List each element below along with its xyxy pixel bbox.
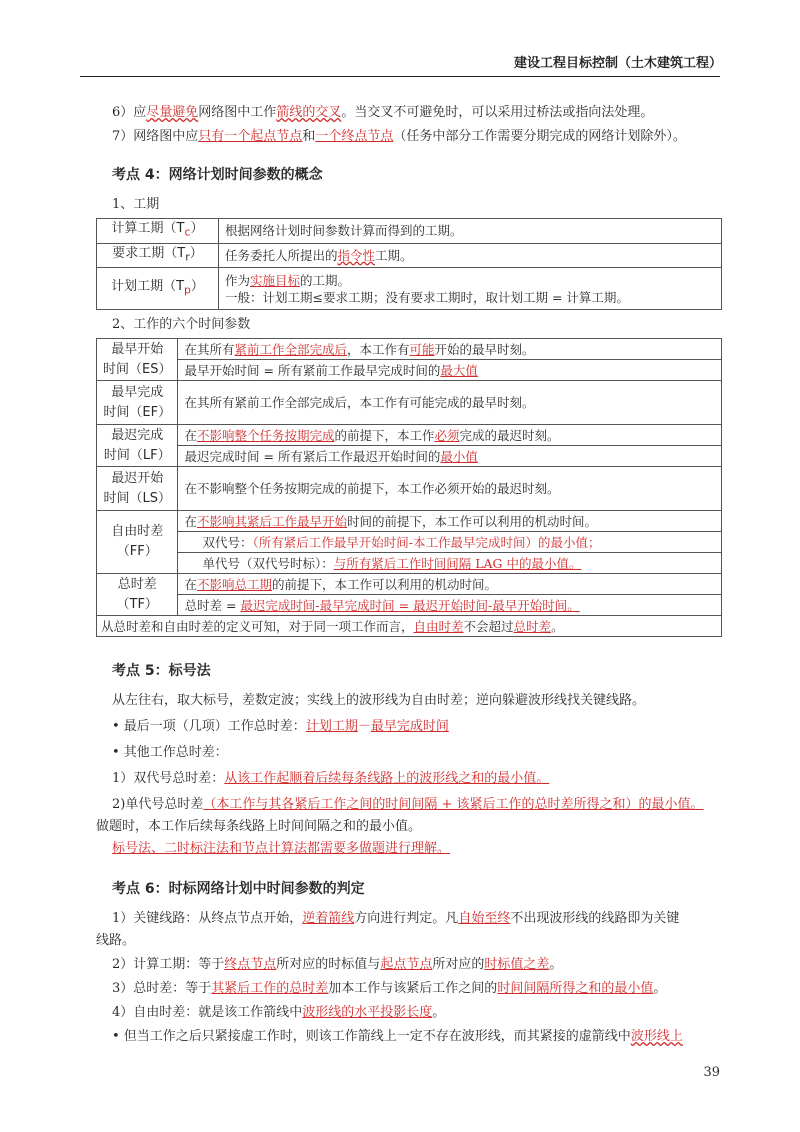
bullet-line: • 最后一项（几项）工作总时差：计划工期－最早完成时间 [112, 719, 449, 734]
paragraph: 2）计算工期：等于终点节点所对应的时标值与起点节点所对应的时标值之差。 [112, 957, 563, 972]
param-key-ls: 最迟开始 时间（LS） [97, 467, 178, 511]
period-desc: 根据网络计划时间参数计算而得到的工期。 [219, 219, 722, 244]
param-key-ff: 自由时差 （FF） [97, 511, 178, 574]
table-row [97, 553, 722, 574]
param-desc: 在其所有紧前工作全部完成后，本工作有可能完成的最早时刻。 [178, 381, 722, 425]
param-desc: 双代号：（所有紧后工作最早开始时间-本工作最早完成时间）的最小值； [178, 532, 722, 553]
section-4-heading: 考点 4：网络计划时间参数的概念 [112, 167, 323, 183]
page-number: 39 [703, 1065, 720, 1080]
table-row [97, 467, 722, 511]
rule-7-line [112, 128, 686, 146]
period-key: 计算工期$(T_c)$ [97, 219, 219, 244]
paragraph: 3）总时差：等于其紧后工作的总时差加本工作与该紧后工作之间的时间间隔所得之和的最小值。 [112, 981, 667, 996]
highlight-run: 箭线的交叉 [276, 105, 342, 120]
param-desc: 单代号（双代号时标）：与所有紧后工作时间间隔 LAG 中的最小值。 [178, 553, 722, 574]
table-row [97, 574, 722, 595]
highlight-run: 尽量避免 [146, 105, 199, 120]
param-key-es: 最早开始 时间（ES） [97, 339, 178, 381]
paragraph: 1）关键线路：从终点节点开始，逆着箭线方向进行判定。凡自始至终不出现波形线的线路即为关键 [112, 911, 680, 926]
paragraph: 做题时，本工作后续每条线路上时间间隔之和的最小值。 [96, 819, 422, 834]
table-row [97, 268, 722, 310]
period-key: 计划工期$(T_p)$ [97, 268, 219, 310]
param-desc: 在不影响整个任务按期完成的前提下，本工作必须完成的最迟时刻。 [178, 425, 722, 446]
paragraph: 2)单代号总时差（本工作与其各紧后工作之间的时间间隔 + 该紧后工作的总时差所得之和）的最小值。 [112, 797, 704, 812]
param-desc: 最早开始时间 = 所有紧前工作最早完成时间的最大值 [178, 360, 722, 381]
time-params-table [96, 338, 722, 637]
text-run: 。当交叉不可避免时，可以采用过桥法或指向法处理。 [341, 105, 654, 120]
period-table [96, 218, 722, 310]
section-5-heading: 考点 5：标号法 [112, 663, 211, 679]
period-desc: 任务委托人所提出的指令性工期。 [219, 243, 722, 268]
period-key: 要求工期$(T_r)$ [97, 243, 219, 268]
running-header: 建设工程目标控制（土木建筑工程） [513, 56, 722, 71]
text-run: 网络图中工作 [198, 105, 277, 120]
sub-heading-params: 2、工作的六个时间参数 [112, 317, 251, 332]
text-run: （任务中部分工作需要分期完成的网络计划除外）。 [393, 129, 686, 144]
highlight-run: 只有一个起点节点 [198, 129, 303, 144]
table-row [97, 381, 722, 425]
period-desc: 作为实施目标的工期。 一般：计划工期≤要求工期；没有要求工期时，取计划工期 = 计算工期。 [219, 268, 722, 310]
table-row [97, 616, 722, 637]
table-note: 从总时差和自由时差的定义可知，对于同一项工作而言，自由时差不会超过总时差。 [97, 616, 722, 637]
table-row [97, 243, 722, 268]
param-desc: 总时差 = 最迟完成时间-最早完成时间 = 最迟开始时间-最早开始时间。 [178, 595, 722, 616]
bullet-line: • 其他工作总时差： [112, 745, 228, 760]
paragraph: 1）双代号总时差：从该工作起顺着后续每条线路上的波形线之和的最小值。 [112, 771, 550, 786]
param-key-tf: 总时差 （TF） [97, 574, 178, 616]
paragraph: 4）自由时差：就是该工作箭线中波形线的水平投影长度。 [112, 1005, 446, 1020]
handwritten-note: 标号法、二时标注法和节点计算法都需要多做题进行理解。 [112, 841, 451, 856]
param-key-lf: 最迟完成 时间（LF） [97, 425, 178, 467]
table-row [97, 339, 722, 360]
section-6-heading: 考点 6：时标网络计划中时间参数的判定 [112, 881, 365, 897]
text-run: 6）应 [112, 105, 147, 120]
param-desc: 在不影响其紧后工作最早开始时间的前提下，本工作可以利用的机动时间。 [178, 511, 722, 532]
table-row [97, 595, 722, 616]
table-row [97, 425, 722, 446]
highlight-run: 一个终点节点 [315, 129, 394, 144]
text-run: 7）网络图中应 [112, 129, 199, 144]
table-row [97, 446, 722, 467]
table-row [97, 511, 722, 532]
param-desc: 在其所有紧前工作全部完成后，本工作有可能开始的最早时刻。 [178, 339, 722, 360]
param-desc: 在不影响总工期的前提下，本工作可以利用的机动时间。 [178, 574, 722, 595]
table-row [97, 219, 722, 244]
sub-heading-period: 1、工期 [112, 197, 160, 212]
text-run: 和 [302, 129, 316, 144]
param-desc: 最迟完成时间 = 所有紧后工作最迟开始时间的最小值 [178, 446, 722, 467]
table-row [97, 532, 722, 553]
param-key-ef: 最早完成 时间（EF） [97, 381, 178, 425]
bullet-line: • 但当工作之后只紧接虚工作时，则该工作箭线上一定不存在波形线，而其紧接的虚箭线中波形线上 [112, 1029, 683, 1044]
rule-6-line [112, 104, 653, 122]
param-desc: 在不影响整个任务按期完成的前提下，本工作必须开始的最迟时刻。 [178, 467, 722, 511]
header-rule [80, 76, 720, 77]
paragraph: 从左往右，取大标号，差数定波；实线上的波形线为自由时差；逆向躲避波形线找关键线路。 [112, 693, 646, 708]
paragraph: 线路。 [96, 933, 136, 948]
table-row [97, 360, 722, 381]
